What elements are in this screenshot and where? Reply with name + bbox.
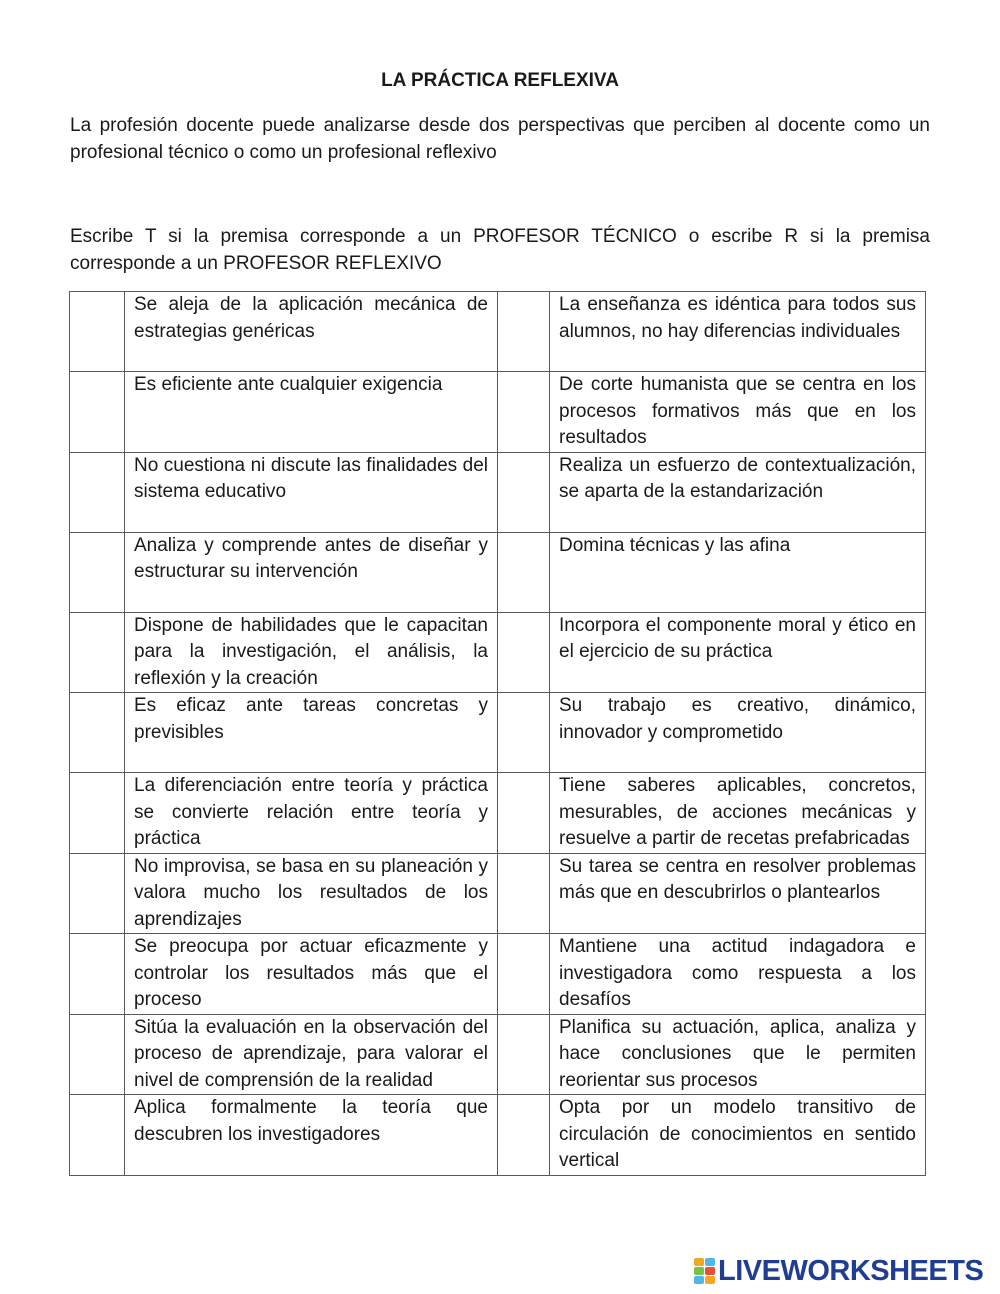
- premise-cell-right: [550, 934, 926, 1015]
- premise-cell-left: [125, 693, 498, 773]
- premise-cell-left: [125, 532, 498, 612]
- answer-input-right[interactable]: [507, 854, 540, 933]
- answer-input-right[interactable]: [507, 613, 540, 692]
- answer-cell-left[interactable]: [70, 292, 125, 372]
- premise-text-right: Su tarea se centra en resolver problemas más que en descubrirlos o plantearlos: [559, 855, 916, 903]
- answer-input-right[interactable]: [507, 533, 540, 612]
- answer-input-right[interactable]: [507, 693, 540, 772]
- answer-cell-left[interactable]: [70, 532, 125, 612]
- premise-text-right: Mantiene una actitud indagadora e investigadora como respuesta a los desafíos: [559, 936, 916, 1010]
- answer-cell-right[interactable]: [498, 1014, 550, 1095]
- premise-text-left: Analiza y comprende antes de diseñar y estructurar su intervención: [134, 534, 488, 582]
- answer-input-left[interactable]: [79, 773, 115, 852]
- premise-cell-left: [125, 372, 498, 453]
- premise-text-left: Dispone de habilidades que le capacitan para la investigación, el análisis, la reflexión y la creación: [134, 614, 488, 689]
- premise-text-right: Incorpora el componente moral y ético en el ejercicio de su práctica: [559, 614, 916, 662]
- premise-text-left: Aplica formalmente la teoría que descubren los investigadores: [134, 1097, 488, 1145]
- premise-cell-right: [550, 693, 926, 773]
- instructions-paragraph: Escribe T si la premisa corresponde a un PROFESOR TÉCNICO o escribe R si la premisa corresponde a un PROFESOR REFLEXIVO: [70, 226, 930, 274]
- premise-text-right: Planifica su actuación, aplica, analiza y hace conclusiones que le permiten reorientar sus procesos: [559, 1016, 916, 1091]
- table-row: [70, 372, 926, 453]
- answer-input-left[interactable]: [79, 693, 115, 772]
- premise-cell-left: [125, 452, 498, 532]
- answer-cell-right[interactable]: [498, 612, 550, 693]
- premise-text-left: Es eficiente ante cualquier exigencia: [134, 374, 443, 395]
- premise-cell-left: [125, 1095, 498, 1176]
- logo-text: LIVEWORKSHEETS: [718, 1254, 984, 1287]
- premise-cell-right: [550, 292, 926, 372]
- answer-input-left[interactable]: [79, 854, 115, 933]
- answer-cell-right[interactable]: [498, 292, 550, 372]
- premise-cell-left: [125, 773, 498, 854]
- answer-cell-left[interactable]: [70, 372, 125, 453]
- intro-paragraph: La profesión docente puede analizarse desde dos perspectivas que perciben al docente como un profesional técnico o como un profesional reflexivo: [70, 115, 930, 163]
- premise-cell-right: [550, 452, 926, 532]
- premise-text-left: No cuestiona ni discute las finalidades del sistema educativo: [134, 454, 488, 502]
- premise-table: [69, 291, 926, 1176]
- answer-input-right[interactable]: [507, 1015, 540, 1094]
- premise-cell-left: [125, 612, 498, 693]
- answer-input-left[interactable]: [79, 1015, 115, 1094]
- table-row: [70, 1014, 926, 1095]
- answer-cell-left[interactable]: [70, 693, 125, 773]
- liveworksheets-logo: [694, 1254, 983, 1288]
- answer-input-left[interactable]: [79, 453, 115, 532]
- premise-cell-right: [550, 372, 926, 453]
- premise-cell-left: [125, 934, 498, 1015]
- answer-input-right[interactable]: [507, 1095, 540, 1174]
- premise-text-left: No improvisa, se basa en su planeación y valora mucho los resultados de los aprendizajes: [134, 855, 488, 930]
- premise-text-right: Domina técnicas y las afina: [559, 534, 791, 556]
- premise-cell-right: [550, 773, 926, 854]
- answer-cell-left[interactable]: [70, 612, 125, 693]
- answer-cell-right[interactable]: [498, 693, 550, 773]
- premise-text-left: Sitúa la evaluación en la observación del proceso de aprendizaje, para valorar el nivel de comprensión de la realidad: [134, 1016, 488, 1091]
- answer-input-left[interactable]: [79, 934, 115, 1013]
- premise-cell-right: [550, 1014, 926, 1095]
- answer-input-right[interactable]: [507, 934, 540, 1013]
- premise-text-left: Se aleja de la aplicación mecánica de estrategias genéricas: [134, 294, 488, 342]
- table-row: [70, 452, 926, 532]
- answer-cell-right[interactable]: [498, 773, 550, 854]
- answer-cell-left[interactable]: [70, 934, 125, 1015]
- premise-cell-left: [125, 1014, 498, 1095]
- table-row: [70, 934, 926, 1015]
- answer-cell-left[interactable]: [70, 1095, 125, 1176]
- table-row: [70, 612, 926, 693]
- answer-cell-left[interactable]: [70, 853, 125, 934]
- premise-cell-left: [125, 853, 498, 934]
- answer-input-left[interactable]: [79, 292, 115, 371]
- premise-cell-right: [550, 1095, 926, 1176]
- table-row: [70, 853, 926, 934]
- answer-input-left[interactable]: [79, 372, 115, 451]
- premise-text-right: Su trabajo es creativo, dinámico, innovador y comprometido: [559, 695, 916, 743]
- answer-input-left[interactable]: [79, 613, 115, 692]
- page-title: LA PRÁCTICA REFLEXIVA: [381, 70, 619, 91]
- answer-input-left[interactable]: [79, 533, 115, 612]
- premise-text-right: Realiza un esfuerzo de contextualización, se aparta de la estandarización: [559, 454, 916, 502]
- premise-text-left: La diferenciación entre teoría y práctica se convierte relación entre teoría y práctica: [134, 775, 488, 849]
- premise-text-right: De corte humanista que se centra en los procesos formativos más que en los resultados: [559, 374, 916, 448]
- table-row: [70, 1095, 926, 1176]
- answer-cell-right[interactable]: [498, 1095, 550, 1176]
- premise-text-right: La enseñanza es idéntica para todos sus alumnos, no hay diferencias individuales: [559, 294, 916, 342]
- answer-cell-left[interactable]: [70, 452, 125, 532]
- answer-input-right[interactable]: [507, 453, 540, 532]
- answer-cell-right[interactable]: [498, 853, 550, 934]
- answer-input-right[interactable]: [507, 773, 540, 852]
- table-row: [70, 773, 926, 854]
- premise-text-right: Opta por un modelo transitivo de circulación de conocimientos en sentido vertical: [559, 1097, 916, 1171]
- answer-cell-right[interactable]: [498, 934, 550, 1015]
- premise-text-left: Es eficaz ante tareas concretas y previsibles: [134, 695, 488, 743]
- table-row: [70, 532, 926, 612]
- answer-cell-right[interactable]: [498, 372, 550, 453]
- answer-input-right[interactable]: [507, 372, 540, 451]
- answer-input-left[interactable]: [79, 1095, 115, 1174]
- premise-cell-right: [550, 612, 926, 693]
- premise-cell-right: [550, 532, 926, 612]
- table-row: [70, 693, 926, 773]
- answer-input-right[interactable]: [507, 292, 540, 371]
- answer-cell-right[interactable]: [498, 532, 550, 612]
- table-row: [70, 292, 926, 372]
- answer-cell-left[interactable]: [70, 1014, 125, 1095]
- answer-cell-right[interactable]: [498, 452, 550, 532]
- premise-cell-right: [550, 853, 926, 934]
- premise-text-left: Se preocupa por actuar eficazmente y controlar los resultados más que el proceso: [134, 936, 488, 1010]
- answer-cell-left[interactable]: [70, 773, 125, 854]
- liveworksheets-logo-icon: [694, 1258, 716, 1284]
- premise-cell-left: [125, 292, 498, 372]
- premise-text-right: Tiene saberes aplicables, concretos, mesurables, de acciones mecánicas y resuelve a partir de recetas prefabricadas: [559, 775, 916, 849]
